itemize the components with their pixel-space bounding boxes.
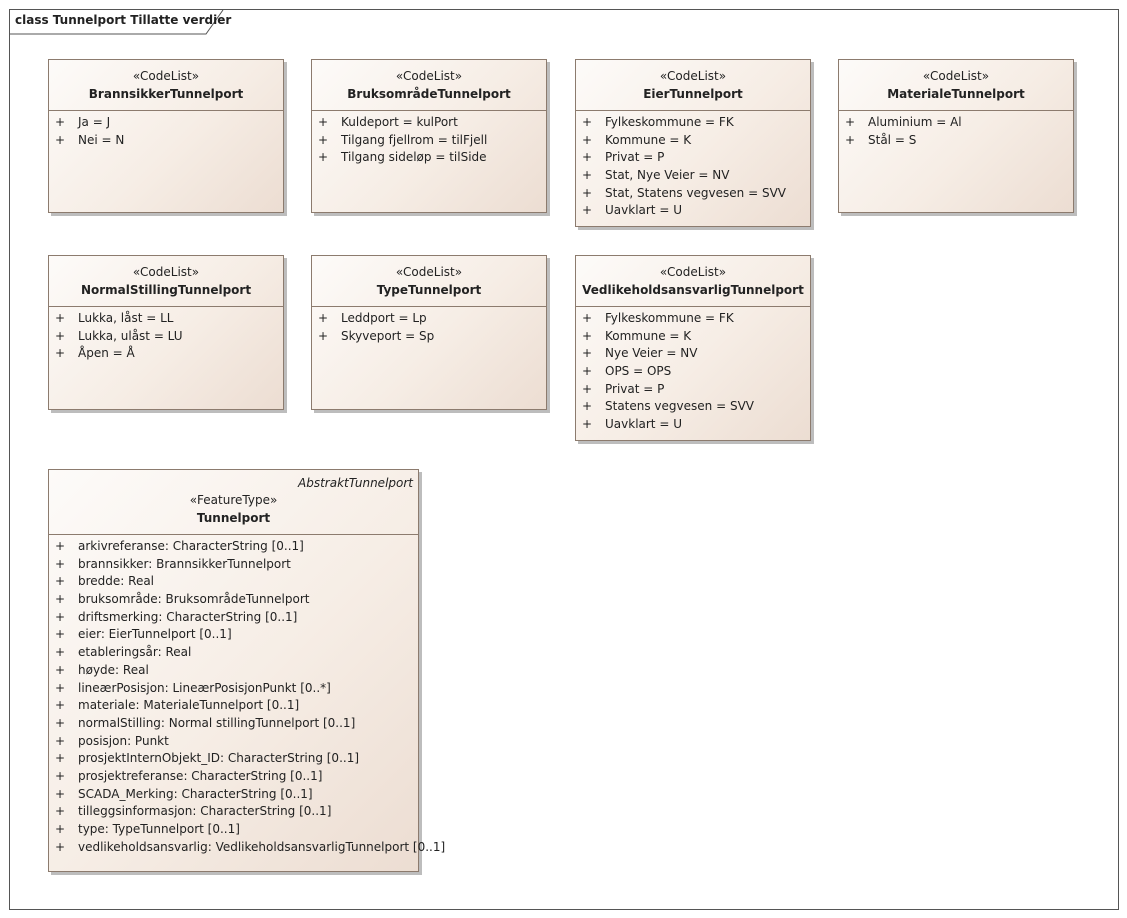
visibility-marker: + (582, 417, 593, 432)
attribute (312, 132, 546, 150)
stereotype-label: «CodeList» (395, 265, 463, 279)
visibility-marker: + (55, 733, 66, 748)
attribute-text: Nye Veier = NV (605, 346, 698, 361)
class-box[interactable] (311, 59, 547, 213)
attribute-text: Privat = P (605, 150, 665, 165)
attribute-text: Fylkeskommune = FK (605, 311, 734, 325)
attribute-text: bruksområde: BruksområdeTunnelport (78, 592, 310, 607)
visibility-marker: + (582, 364, 593, 379)
visibility-marker: + (55, 592, 66, 607)
attribute (576, 167, 810, 185)
attribute (49, 573, 418, 591)
attribute-list (49, 535, 446, 856)
visibility-marker: + (55, 662, 66, 677)
visibility-marker: + (55, 804, 66, 819)
attribute-text: tilleggsinformasjon: CharacterString [0..1] (78, 804, 332, 819)
visibility-marker: + (582, 203, 593, 218)
class-box[interactable] (311, 255, 547, 410)
visibility-marker: + (582, 115, 593, 129)
class-box[interactable] (48, 255, 284, 410)
frame-title: class Tunnelport Tillatte verdier (15, 13, 232, 27)
attribute (576, 310, 810, 328)
class-box[interactable] (838, 59, 1074, 213)
attribute-text: vedlikeholdsansvarlig: VedlikeholdsansvarligTunnelport [0..1] (78, 839, 446, 854)
visibility-marker: + (582, 132, 593, 147)
attribute (839, 132, 1073, 150)
visibility-marker: + (582, 185, 593, 200)
attribute-text: etableringsår: Real (78, 645, 192, 660)
attribute-text: driftsmerking: CharacterString [0..1] (78, 609, 298, 624)
attribute-text: normalStilling: Normal stillingTunnelport [0..1] (78, 715, 356, 730)
attribute (49, 750, 418, 768)
attribute-text: brannsikker: BrannsikkerTunnelport (78, 556, 291, 571)
attribute-text: Lukka, låst = LL (78, 311, 174, 325)
attribute-list (576, 111, 810, 220)
attribute (49, 132, 283, 150)
attribute-list (49, 307, 283, 363)
stereotype-label: «CodeList» (659, 265, 727, 279)
attribute (49, 680, 418, 698)
visibility-marker: + (845, 132, 856, 147)
attribute-text: Kommune = K (605, 132, 692, 147)
attribute-text: Stål = S (868, 132, 917, 147)
attribute-list (312, 307, 546, 345)
attribute (576, 185, 810, 203)
parent-class-label: AbstraktTunnelport (298, 476, 413, 490)
visibility-marker: + (55, 574, 66, 589)
attribute (49, 644, 418, 662)
visibility-marker: + (318, 115, 329, 129)
attribute-text: Tilgang fjellrom = tilFjell (341, 132, 488, 147)
attribute (49, 662, 418, 680)
attribute (576, 345, 810, 363)
attribute-text: OPS = OPS (605, 364, 672, 379)
attribute-list (576, 307, 810, 434)
attribute-list (312, 111, 546, 167)
attribute (49, 697, 418, 715)
class-box[interactable] (575, 255, 811, 441)
attribute (49, 345, 283, 363)
visibility-marker: + (55, 751, 66, 766)
visibility-marker: + (55, 680, 66, 695)
attribute-text: Privat = P (605, 381, 665, 396)
visibility-marker: + (55, 627, 66, 642)
attribute-text: Lukka, ulåst = LU (78, 328, 183, 343)
attribute (576, 132, 810, 150)
attribute-text: prosjektreferanse: CharacterString [0..1] (78, 768, 323, 783)
attribute (49, 609, 418, 627)
visibility-marker: + (55, 645, 66, 660)
attribute-text: Kuldeport = kulPort (341, 115, 458, 129)
visibility-marker: + (582, 328, 593, 343)
visibility-marker: + (582, 346, 593, 361)
attribute (49, 626, 418, 644)
class-name: BrannsikkerTunnelport (88, 87, 244, 101)
visibility-marker: + (55, 115, 66, 129)
visibility-marker: + (582, 150, 593, 165)
attribute (576, 149, 810, 167)
class-name: NormalStillingTunnelport (80, 283, 252, 297)
attribute-text: Uavklart = U (605, 417, 682, 432)
attribute (576, 416, 810, 434)
visibility-marker: + (55, 698, 66, 713)
visibility-marker: + (55, 715, 66, 730)
visibility-marker: + (55, 556, 66, 571)
visibility-marker: + (318, 311, 329, 325)
attribute (49, 591, 418, 609)
attribute (576, 381, 810, 399)
stereotype-label: «CodeList» (132, 265, 200, 279)
attribute-text: bredde: Real (78, 574, 155, 589)
attribute (49, 556, 418, 574)
attribute-text: Nei = N (78, 132, 125, 147)
attribute (49, 768, 418, 786)
attribute-text: Tilgang sideløp = tilSide (341, 150, 487, 165)
attribute-text: posisjon: Punkt (78, 733, 169, 748)
attribute-text: Fylkeskommune = FK (605, 115, 734, 129)
visibility-marker: + (55, 839, 66, 854)
stereotype-label: «CodeList» (922, 69, 990, 83)
stereotype-label: «FeatureType» (189, 493, 278, 507)
attribute (49, 114, 283, 132)
attribute (576, 114, 810, 132)
visibility-marker: + (582, 399, 593, 414)
attribute (312, 114, 546, 132)
attribute (49, 821, 418, 839)
attribute-text: Statens vegvesen = SVV (605, 399, 754, 414)
attribute (312, 149, 546, 167)
visibility-marker: + (55, 311, 66, 325)
visibility-marker: + (318, 150, 329, 165)
class-box[interactable] (48, 59, 284, 213)
attribute (49, 328, 283, 346)
attribute-text: type: TypeTunnelport [0..1] (78, 822, 240, 836)
attribute-list (49, 111, 283, 149)
attribute-text: Kommune = K (605, 328, 692, 343)
attribute-text: materiale: MaterialeTunnelport [0..1] (78, 698, 300, 713)
attribute (49, 733, 418, 751)
class-name: VedlikeholdsansvarligTunnelport (582, 283, 804, 297)
attribute (576, 363, 810, 381)
class-name: TypeTunnelport (376, 283, 482, 297)
visibility-marker: + (55, 328, 66, 343)
attribute (49, 839, 446, 857)
stereotype-label: «CodeList» (395, 69, 463, 83)
attribute (49, 803, 418, 821)
feature-type-box[interactable] (48, 469, 446, 872)
attribute-list (839, 111, 1073, 149)
visibility-marker: + (55, 609, 66, 624)
attribute (312, 328, 546, 346)
attribute-text: prosjektInternObjekt_ID: CharacterString [0..1] (78, 751, 360, 766)
class-name: Tunnelport (196, 511, 271, 525)
attribute-text: Uavklart = U (605, 203, 682, 218)
attribute (49, 715, 418, 733)
class-box[interactable] (575, 59, 811, 227)
attribute-text: SCADA_Merking: CharacterString [0..1] (78, 786, 313, 801)
attribute (312, 310, 546, 328)
attribute (49, 310, 283, 328)
attribute (839, 114, 1073, 132)
class-name: BruksområdeTunnelport (347, 87, 511, 101)
attribute-text: Leddport = Lp (341, 311, 427, 325)
attribute-text: Ja = J (78, 115, 111, 129)
visibility-marker: + (55, 768, 66, 783)
visibility-marker: + (582, 381, 593, 396)
visibility-marker: + (55, 822, 66, 836)
visibility-marker: + (55, 346, 66, 361)
attribute-text: lineærPosisjon: LineærPosisjonPunkt [0..*] (78, 680, 331, 695)
attribute-text: eier: EierTunnelport [0..1] (78, 627, 232, 642)
visibility-marker: + (318, 328, 329, 343)
attribute (49, 786, 418, 804)
attribute-text: Aluminium = Al (868, 115, 962, 129)
attribute-text: arkivreferanse: CharacterString [0..1] (78, 539, 304, 553)
attribute (49, 538, 418, 556)
attribute-text: Stat, Statens vegvesen = SVV (605, 185, 786, 200)
class-name: MaterialeTunnelport (887, 87, 1025, 101)
visibility-marker: + (845, 115, 856, 129)
attribute (576, 398, 810, 416)
visibility-marker: + (55, 132, 66, 147)
frame-title-tab (10, 10, 251, 34)
class-name: EierTunnelport (643, 87, 743, 101)
attribute-text: Skyveport = Sp (341, 328, 435, 343)
attribute (576, 328, 810, 346)
attribute (576, 202, 810, 220)
stereotype-label: «CodeList» (132, 69, 200, 83)
visibility-marker: + (318, 132, 329, 147)
visibility-marker: + (55, 786, 66, 801)
visibility-marker: + (582, 311, 593, 325)
stereotype-label: «CodeList» (659, 69, 727, 83)
visibility-marker: + (582, 168, 593, 183)
visibility-marker: + (55, 539, 66, 553)
attribute-text: Stat, Nye Veier = NV (605, 168, 730, 183)
attribute-text: Åpen = Å (78, 346, 135, 361)
attribute-text: høyde: Real (78, 662, 149, 677)
